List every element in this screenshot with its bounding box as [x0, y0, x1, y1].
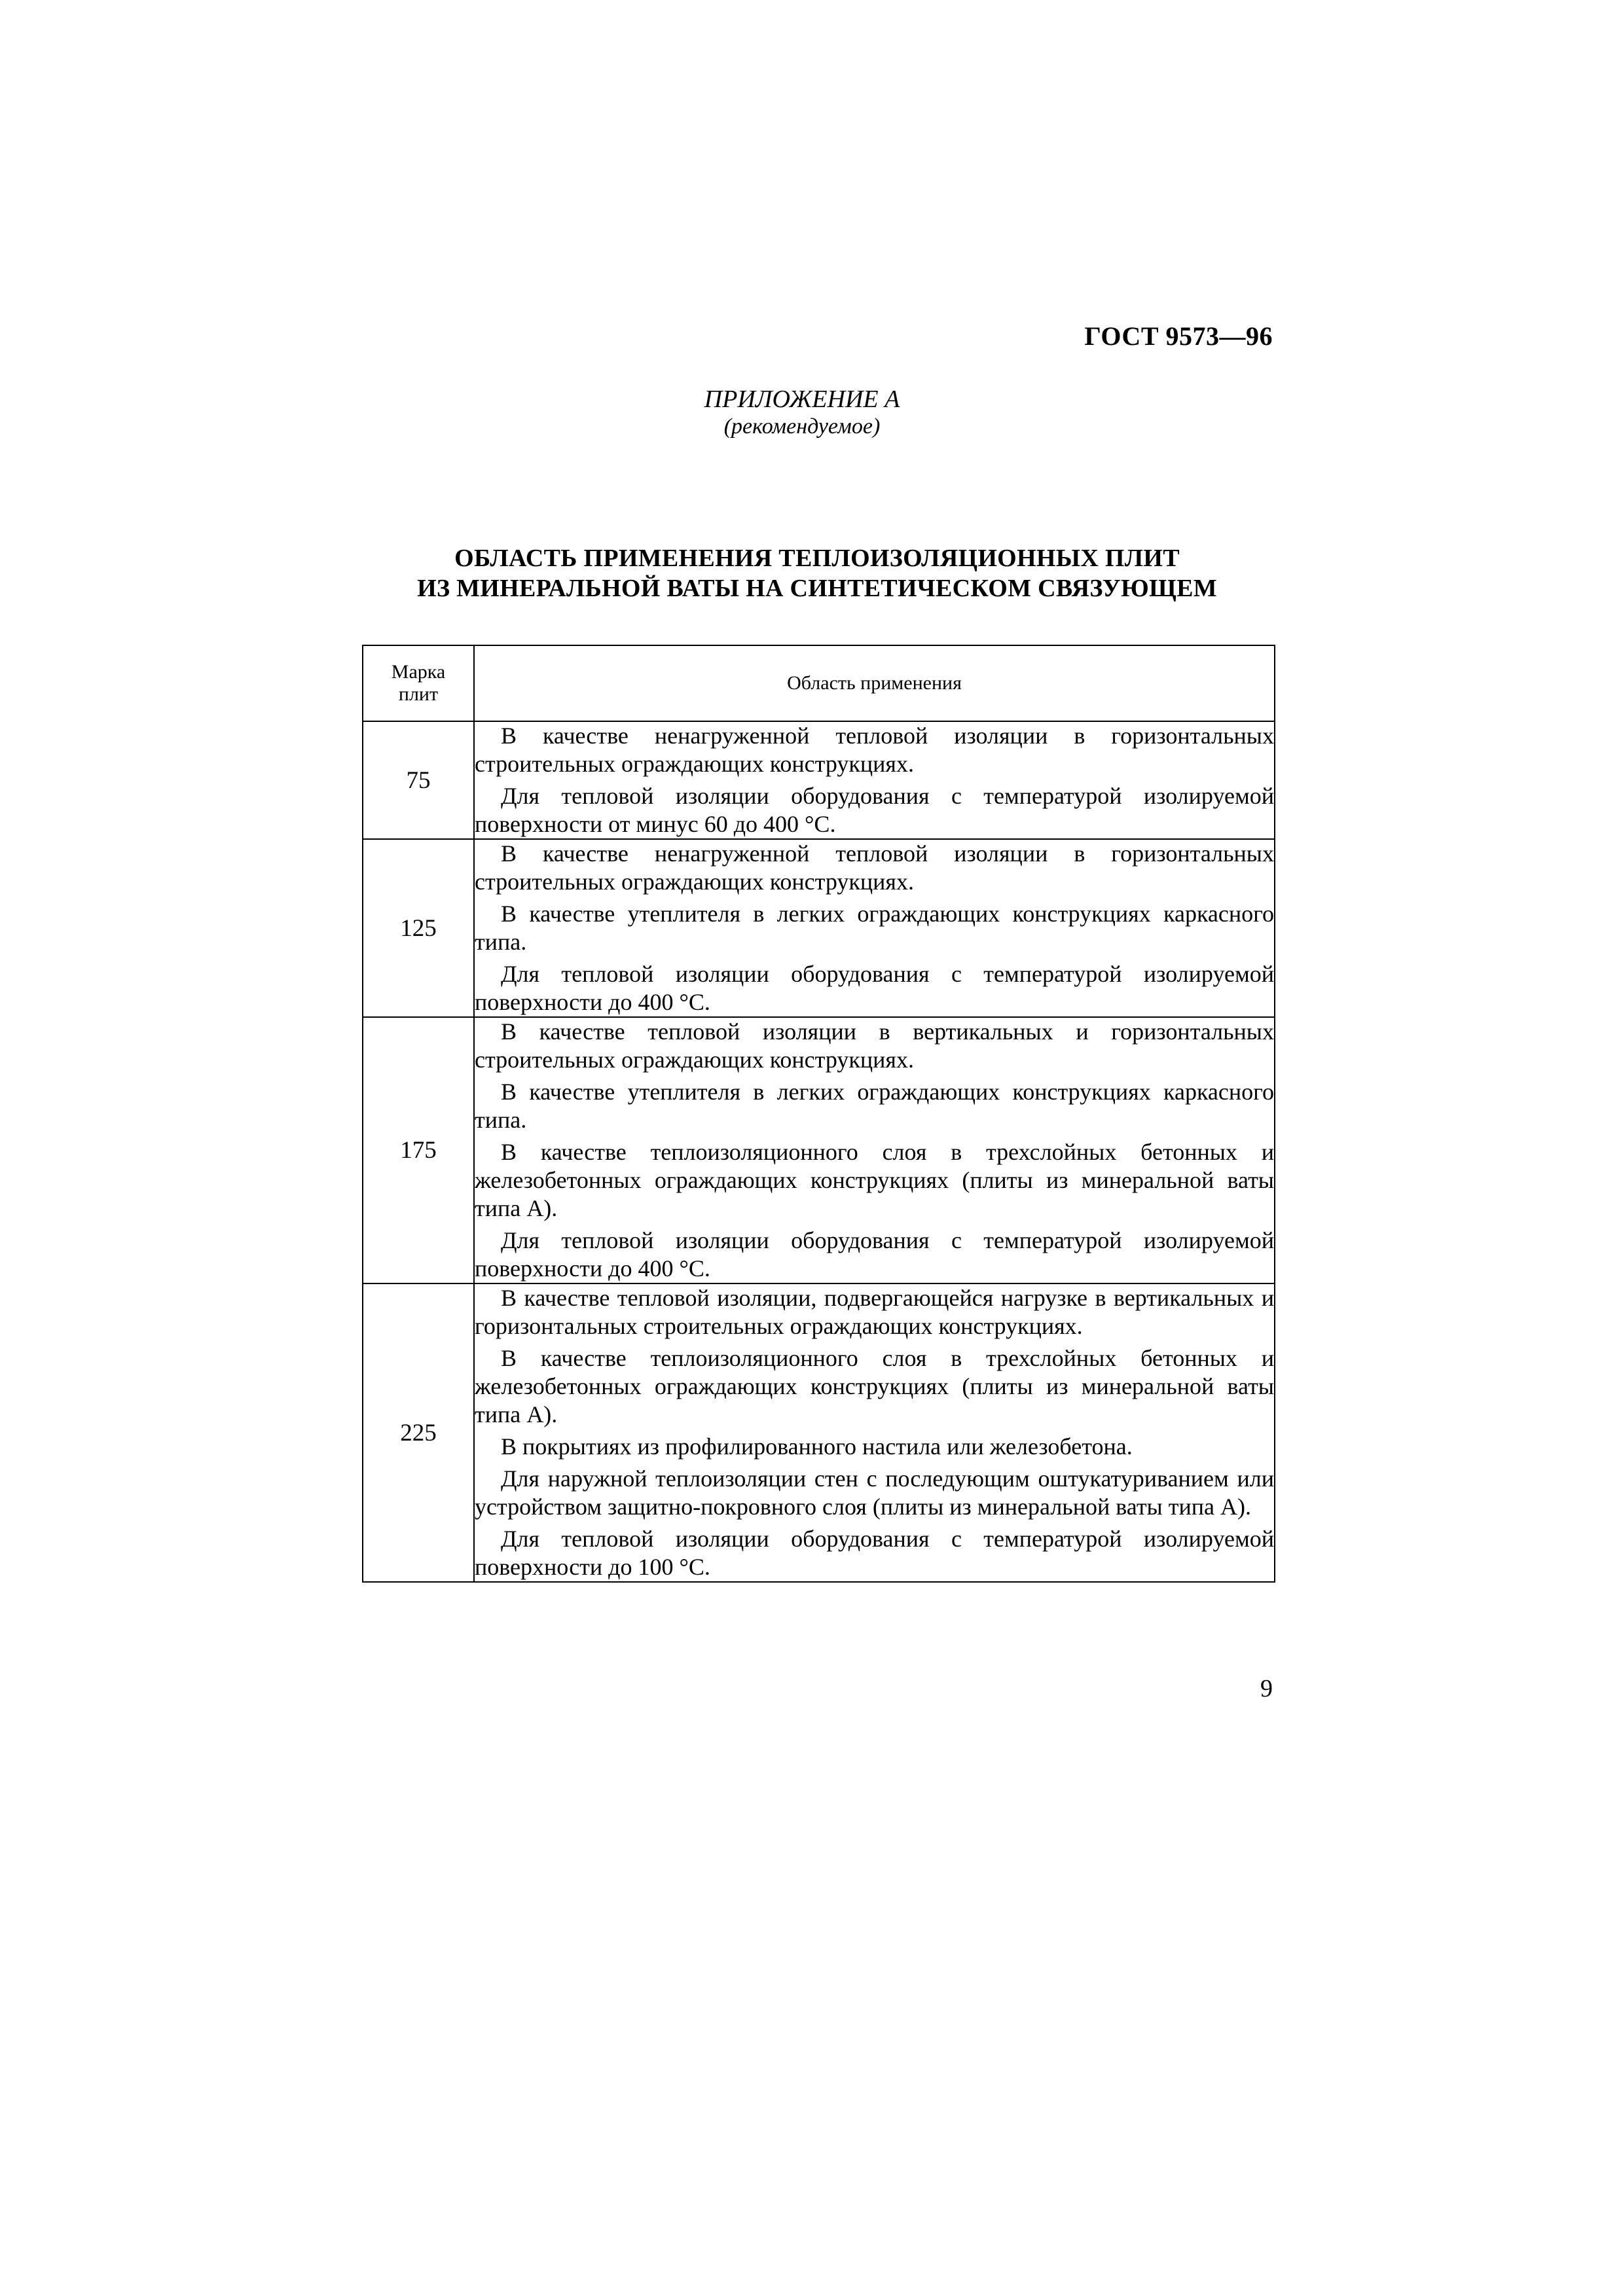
application-item: Для тепловой изоляции оборудования с температурой изолируемой поверхности до 400 °С.	[475, 961, 1274, 1015]
header-grade-line-2: плит	[398, 683, 439, 705]
application-cell	[474, 1283, 1275, 1582]
grade-cell: 175	[363, 1017, 474, 1283]
application-item: В качестве утеплителя в легких ограждающих конструкциях каркасного типа.	[475, 1079, 1274, 1133]
grade-cell: 75	[363, 721, 474, 839]
header-grade-line-1: Марка	[391, 661, 446, 683]
application-item: В качестве теплоизоляционного слоя в трехслойных бетонных и железобетонных ограждающих конструкциях (плиты из минеральной ваты типа А).	[475, 1345, 1274, 1427]
application-item: В качестве теплоизоляционного слоя в трехслойных бетонных и железобетонных ограждающих конструкциях (плиты из минеральной ваты типа А).	[475, 1139, 1274, 1221]
application-item: В качестве утеплителя в легких ограждающих конструкциях каркасного типа.	[475, 901, 1274, 955]
application-cell	[474, 1017, 1275, 1283]
page-title-line-2: ИЗ МИНЕРАЛЬНОЙ ВАТЫ НА СИНТЕТИЧЕСКОМ СВЯЗУЮЩЕМ	[417, 575, 1217, 602]
page-title-line-1: ОБЛАСТЬ ПРИМЕНЕНИЯ ТЕПЛОИЗОЛЯЦИОННЫХ ПЛИТ	[454, 545, 1180, 572]
application-cell	[474, 839, 1275, 1017]
application-cell	[474, 721, 1275, 839]
table-header-row	[363, 645, 1275, 721]
application-item: В покрытиях из профилированного настила или железобетона.	[501, 1433, 1133, 1460]
page-title	[362, 543, 1272, 603]
application-item: В качестве ненагруженной тепловой изоляции в горизонтальных строительных ограждающих конструкциях.	[475, 840, 1274, 895]
table-row	[363, 1283, 1275, 1582]
table-row	[363, 721, 1275, 839]
application-table	[362, 645, 1275, 1583]
grade-cell: 225	[363, 1283, 474, 1582]
application-item: В качестве тепловой изоляции, подвергающейся нагрузке в вертикальных и горизонтальных строительных ограждающих конструкциях.	[475, 1285, 1274, 1339]
grade-cell: 125	[363, 839, 474, 1017]
application-item: Для наружной теплоизоляции стен с последующим оштукатуриванием или устройством защитно-покровного слоя (плиты из минеральной ваты типа А).	[475, 1465, 1274, 1520]
application-item: Для тепловой изоляции оборудования с температурой изолируемой поверхности от минус 60 до 400 °С.	[475, 783, 1274, 837]
table-row	[363, 839, 1275, 1017]
application-item: Для тепловой изоляции оборудования с температурой изолируемой поверхности до 400 °С.	[475, 1227, 1274, 1282]
header-grade	[363, 645, 474, 721]
application-item: В качестве тепловой изоляции в вертикальных и горизонтальных строительных ограждающих конструкциях.	[475, 1018, 1274, 1073]
appendix-label	[655, 385, 949, 440]
application-item: В качестве ненагруженной тепловой изоляции в горизонтальных строительных ограждающих конструкциях.	[475, 723, 1274, 777]
appendix-subtitle: (рекомендуемое)	[723, 414, 881, 439]
table-row	[363, 1017, 1275, 1283]
application-item: Для тепловой изоляции оборудования с температурой изолируемой поверхности до 100 °С.	[475, 1526, 1274, 1580]
page-number: 9	[1260, 1675, 1273, 1702]
appendix-title: ПРИЛОЖЕНИЕ А	[704, 386, 900, 413]
document-code: ГОСТ 9573—96	[1084, 321, 1273, 351]
header-application: Область применения	[474, 645, 1275, 721]
